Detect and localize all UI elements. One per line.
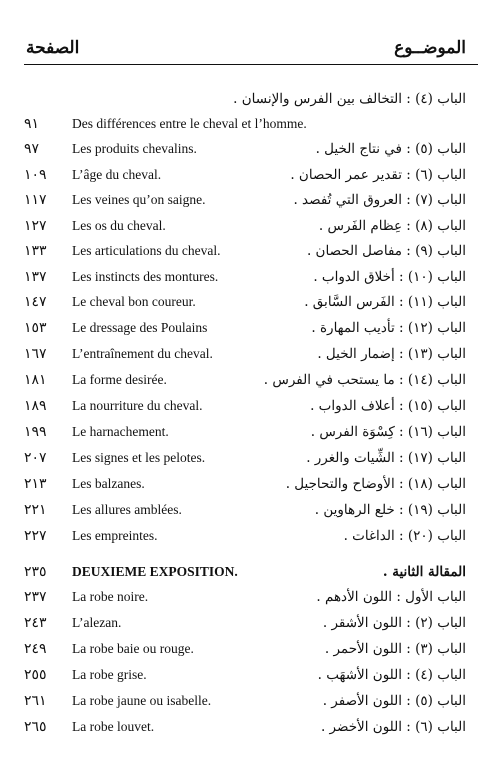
toc-page-number: ٢٤٣	[24, 615, 47, 631]
toc-french-title: Les balzanes.	[72, 476, 145, 491]
toc-arabic-title: الباب (٢) : اللون الأشقر .	[322, 615, 466, 631]
toc-row	[0, 243, 500, 268]
toc-page-number: ٢٤٩	[24, 641, 47, 657]
toc-arabic-title: الباب (٤) : اللون الأشهَب .	[317, 667, 466, 683]
toc-arabic-title: الباب (١٥) : أعلاف الدواب .	[310, 398, 466, 414]
toc-row	[0, 294, 500, 319]
toc-row	[0, 424, 500, 449]
toc-french-title: Les signes et les pelotes.	[72, 450, 206, 465]
toc-french-title: Des différences entre le cheval et l’homme.	[72, 116, 307, 131]
toc-arabic-title: الباب (١١) : الفَرس السَّابق .	[304, 294, 466, 310]
toc-page-number: ١٨١	[24, 372, 47, 388]
toc-arabic-title: الباب (٦) : تقدير عمر الحصان .	[290, 167, 466, 183]
toc-row	[0, 320, 500, 345]
toc-row	[0, 398, 500, 423]
toc-page-number: ١٠٩	[24, 167, 47, 183]
toc-french-title: Les os du cheval.	[72, 218, 166, 233]
toc-french-title: Le dressage des Poulains	[72, 320, 208, 335]
header-page: الصفحة	[26, 38, 80, 58]
toc-french-title: DEUXIEME EXPOSITION.	[72, 564, 238, 579]
header-rule	[24, 64, 478, 65]
toc-page-number: ٢٦٥	[24, 719, 47, 735]
toc-row	[0, 218, 500, 243]
toc-page-number: ٢٠٧	[24, 450, 47, 466]
toc-row	[0, 693, 500, 718]
toc-arabic-title: الباب (١٢) : تأديب المهارة .	[311, 320, 466, 336]
toc-french-title: Les articulations du cheval.	[72, 243, 221, 258]
toc-arabic-title: المقالة الثانية .	[382, 564, 466, 580]
toc-french-title: L’entraînement du cheval.	[72, 346, 213, 361]
toc-arabic-title: الباب (٥) : اللون الأصفر .	[322, 693, 466, 709]
toc-arabic-title: الباب (١٨) : الأوضاح والتحاجيل .	[285, 476, 466, 492]
toc-row	[0, 615, 500, 640]
toc-row	[0, 192, 500, 217]
toc-row	[0, 719, 500, 744]
toc-page-number: ١٨٩	[24, 398, 47, 414]
toc-arabic-title: الباب (١٠) : أخلاق الدواب .	[313, 269, 466, 285]
toc-french-title: La robe jaune ou isabelle.	[72, 693, 212, 708]
toc-row	[0, 667, 500, 692]
toc-french-title: Les veines qu’on saigne.	[72, 192, 206, 207]
header-topic: الموضــوع	[394, 38, 466, 58]
toc-arabic-title: الباب (٣) : اللون الأحمر .	[324, 641, 466, 657]
toc-row	[0, 372, 500, 397]
toc-row	[0, 141, 500, 166]
toc-page-number: ٩٧	[24, 141, 40, 157]
toc-row	[0, 167, 500, 192]
toc-arabic-title: الباب (٩) : مفاصل الحصان .	[306, 243, 466, 259]
toc-row	[0, 346, 500, 371]
toc-row	[0, 450, 500, 475]
toc-page-number: ٢٢١	[24, 502, 47, 518]
toc-french-title: Les allures amblées.	[72, 502, 182, 517]
toc-row	[0, 589, 500, 614]
toc-page-number: ٢٢٧	[24, 528, 47, 544]
toc-arabic-title: الباب (١٧) : الشِّيات والغرر .	[306, 450, 466, 466]
toc-page-number: ١٢٧	[24, 218, 47, 234]
toc-arabic-title: الباب (٨) : عِظام الفَرس .	[318, 218, 466, 234]
toc-french-title: La robe louvet.	[72, 719, 155, 734]
toc-arabic-title: الباب (٧) : العروق التي تُفصد .	[293, 192, 466, 208]
toc-arabic-title: الباب (١٦) : كِسْوَة الفرس .	[310, 424, 466, 440]
toc-page-number: ١٩٩	[24, 424, 47, 440]
toc-french-title: Les instincts des montures.	[72, 269, 219, 284]
toc-page-number: ٩١	[24, 116, 40, 132]
toc-page-number: ٢١٣	[24, 476, 47, 492]
toc-page-number: ١٣٣	[24, 243, 47, 259]
toc-page-number: ١١٧	[24, 192, 47, 208]
toc-row	[0, 91, 500, 116]
toc-arabic-title: الباب (١٩) : خلع الرهاوين .	[314, 502, 466, 518]
toc-page-number: ١٥٣	[24, 320, 47, 336]
toc-row	[0, 641, 500, 666]
toc-row	[0, 476, 500, 501]
toc-page-number: ١٣٧	[24, 269, 47, 285]
toc-page-number: ٢٦١	[24, 693, 47, 709]
toc-page-number: ٢٣٧	[24, 589, 47, 605]
toc-row	[0, 116, 500, 141]
toc-french-title: Les empreintes.	[72, 528, 158, 543]
toc-french-title: Les produits chevalins.	[72, 141, 197, 156]
toc-page-number: ١٤٧	[24, 294, 47, 310]
toc-page-number: ١٦٧	[24, 346, 47, 362]
toc-french-title: La robe noire.	[72, 589, 149, 604]
toc-arabic-title: الباب (٦) : اللون الأخضر .	[320, 719, 466, 735]
toc-page-number: ٢٥٥	[24, 667, 47, 683]
toc-row	[0, 502, 500, 527]
toc-french-title: La forme desirée.	[72, 372, 167, 387]
toc-arabic-title: الباب (١٤) : ما يستحب في الفرس .	[263, 372, 466, 388]
toc-french-title: La robe grise.	[72, 667, 147, 682]
toc-french-title: La robe baie ou rouge.	[72, 641, 194, 656]
toc-arabic-title: الباب (٢٠) : الداغات .	[343, 528, 466, 544]
toc-page-number: ٢٣٥	[24, 564, 47, 580]
toc-row	[0, 528, 500, 553]
toc-french-title: L’alezan.	[72, 615, 122, 630]
toc-arabic-title: الباب الأول : اللون الأدهم .	[316, 589, 466, 605]
toc-row	[0, 564, 500, 589]
toc-row	[0, 269, 500, 294]
toc-arabic-title: الباب (٤) : التخالف بين الفرس والإنسان .	[233, 91, 466, 107]
toc-french-title: L’âge du cheval.	[72, 167, 162, 182]
toc-arabic-title: الباب (٥) : في نتاج الخيل .	[315, 141, 466, 157]
toc-french-title: Le harnachement.	[72, 424, 169, 439]
toc-french-title: La nourriture du cheval.	[72, 398, 203, 413]
toc-french-title: Le cheval bon coureur.	[72, 294, 196, 309]
toc-arabic-title: الباب (١٣) : إضمار الخيل .	[317, 346, 466, 362]
